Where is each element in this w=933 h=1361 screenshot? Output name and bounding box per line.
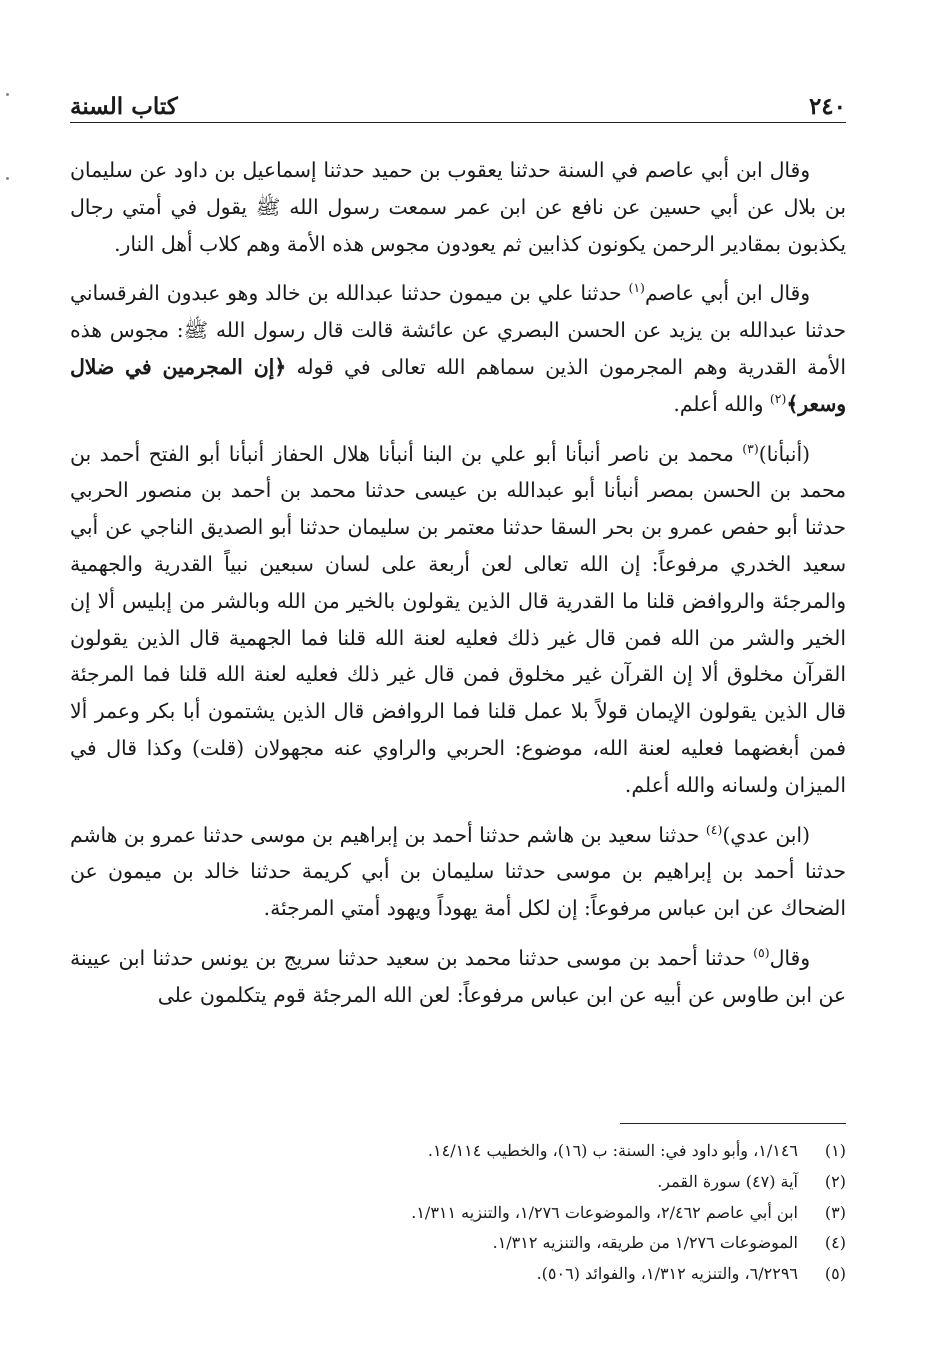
body-paragraph (70, 817, 846, 927)
footnote-number: (٥) (824, 1264, 846, 1284)
footnotes-list (70, 1136, 846, 1290)
text-run: وقال ابن أبي عاصم (644, 281, 810, 306)
footnote-text: ابن أبي عاصم ٢/٤٦٢، والموضوعات ١/٢٧٦، والتنزيه ١/٣١١. (411, 1202, 798, 1222)
body-paragraph (70, 436, 846, 804)
text-run: حدثنا سعيد بن هاشم حدثنا أحمد بن إبراهيم بن موسى حدثنا عمرو بن هاشم حدثنا أحمد بن إبراهيم بن موسى حدثنا سليمان بن أبي كريمة حدثنا خالد بن ميمون عن الضحاك عن ابن عباس مرفوعاً: إن لكل أمة يهوداً ويهود أمتي المرجئة. (70, 822, 846, 921)
footnote-separator (620, 1123, 846, 1124)
text-run: (أنبأنا) (758, 441, 810, 466)
footnote-number: (٤) (824, 1233, 846, 1253)
footnote-text: ٦/٢٢٩٦، والتنزيه ١/٣١٢، والفوائد (٥٠٦). (536, 1264, 798, 1284)
text-run: والله أعلم. (673, 391, 770, 416)
footnote (70, 1228, 846, 1259)
footnote-text: الموضوعات ١/٢٧٦ من طريقه، والتنزيه ١/٣١٢. (492, 1233, 798, 1253)
quran-quote: ﴿إن المجرمين في ضلال وسعر﴾ (70, 354, 846, 416)
text-run: (ابن عدي) (722, 822, 810, 847)
book-title: كتاب السنة (70, 93, 178, 120)
footnote (70, 1259, 846, 1290)
footnote-number: (١) (824, 1141, 846, 1160)
footnote-number: (٢) (824, 1171, 846, 1191)
body-paragraph (70, 275, 846, 422)
footnote-text: آية (٤٧) سورة القمر. (657, 1171, 798, 1191)
footnote-ref: (٤) (705, 821, 723, 837)
body-paragraph (70, 940, 846, 1014)
footnote-ref: (١) (628, 280, 645, 296)
scan-speck (6, 177, 9, 180)
footnote-ref: (٢) (769, 391, 787, 407)
body-paragraph (70, 152, 846, 262)
text-run: وقال ابن أبي عاصم في السنة حدثنا يعقوب بن حميد حدثنا إسماعيل بن داود عن سليمان بن بلال عن أبي حسين عن نافع عن ابن عمر سمعت رسول الله ﷺ يقول في أمتي رجال يكذبون بمقادير الرحمن يكونون كذابين ثم يعودون مجوس هذه الأمة وهم كلاب أهل النار. (70, 158, 846, 256)
footnote (70, 1198, 846, 1229)
footnote-ref: (٣) (742, 440, 759, 456)
footnote (70, 1136, 846, 1167)
footnote (70, 1167, 846, 1198)
footnote-ref: (٥) (753, 945, 770, 961)
page-number: ٢٤٠ (808, 93, 846, 120)
text-run: حدثنا علي بن ميمون حدثنا عبدالله بن خالد وهو عبدون الفرقساني حدثنا عبدالله بن يزيد عن الحسن البصري عن عائشة قالت قال رسول الله ﷺ: مجوس هذه الأمة القدرية وهم المجرمون الذين سماهم الله تعالى في قوله (70, 281, 846, 379)
footnote-text: ١/١٤٦، وأبو داود في: السنة: ب (١٦)، والخطيب ١٤/١١٤. (427, 1141, 798, 1160)
book-page (70, 0, 846, 1361)
text-run: حدثنا أحمد بن موسى حدثنا محمد بن سعيد حدثنا سريج بن يونس حدثنا ابن عيينة عن ابن طاوس عن أبيه عن ابن عباس مرفوعاً: لعن الله المرجئة قوم يتكلمون على (70, 945, 846, 1007)
footnote-number: (٣) (824, 1202, 846, 1222)
main-text (70, 152, 846, 1027)
scan-speck (6, 93, 9, 96)
text-run: وقال (769, 945, 810, 970)
text-run: محمد بن ناصر أنبأنا أبو علي بن البنا أنبأنا هلال الحفاز أنبأنا أبو الفتح أحمد بن محمد بن الحسن بمصر أنبأنا أبو عبدالله بن عيسى حدثنا محمد بن أحمد بن منصور الحربي حدثنا أبو حفص عمرو بن بحر السقا حدثنا معتمر بن سليمان حدثنا أبو الصديق الناجي عن أبي سعيد الخدري مرفوعاً: إن الله تعالى لعن أربعة على لسان سبعين نبياً القدرية والجهمية والمرجئة والروافض قلنا ما القدرية قال الذين يقولون بالخير من الله وبالشر من إبليس ألا إن الخير والشر من الله فمن قال غير ذلك فعليه لعنة الله قلنا فما الجهمية قال الذين يقولون القرآن مخلوق ألا إن القرآن غير مخلوق فمن قال غير ذلك فعليه لعنة الله قلنا فما المرجئة قال الذين يقولون الإيمان قولاً بلا عمل قلنا فما الروافض قال الذين يشتمون أبا بكر وعمر ألا فمن أبغضهما فعليه لعنة الله، موضوع: الحربي والراوي عنه مجهولان (قلت) وكذا قال في الميزان ولسانه والله أعلم. (70, 441, 846, 797)
running-header (70, 86, 846, 123)
